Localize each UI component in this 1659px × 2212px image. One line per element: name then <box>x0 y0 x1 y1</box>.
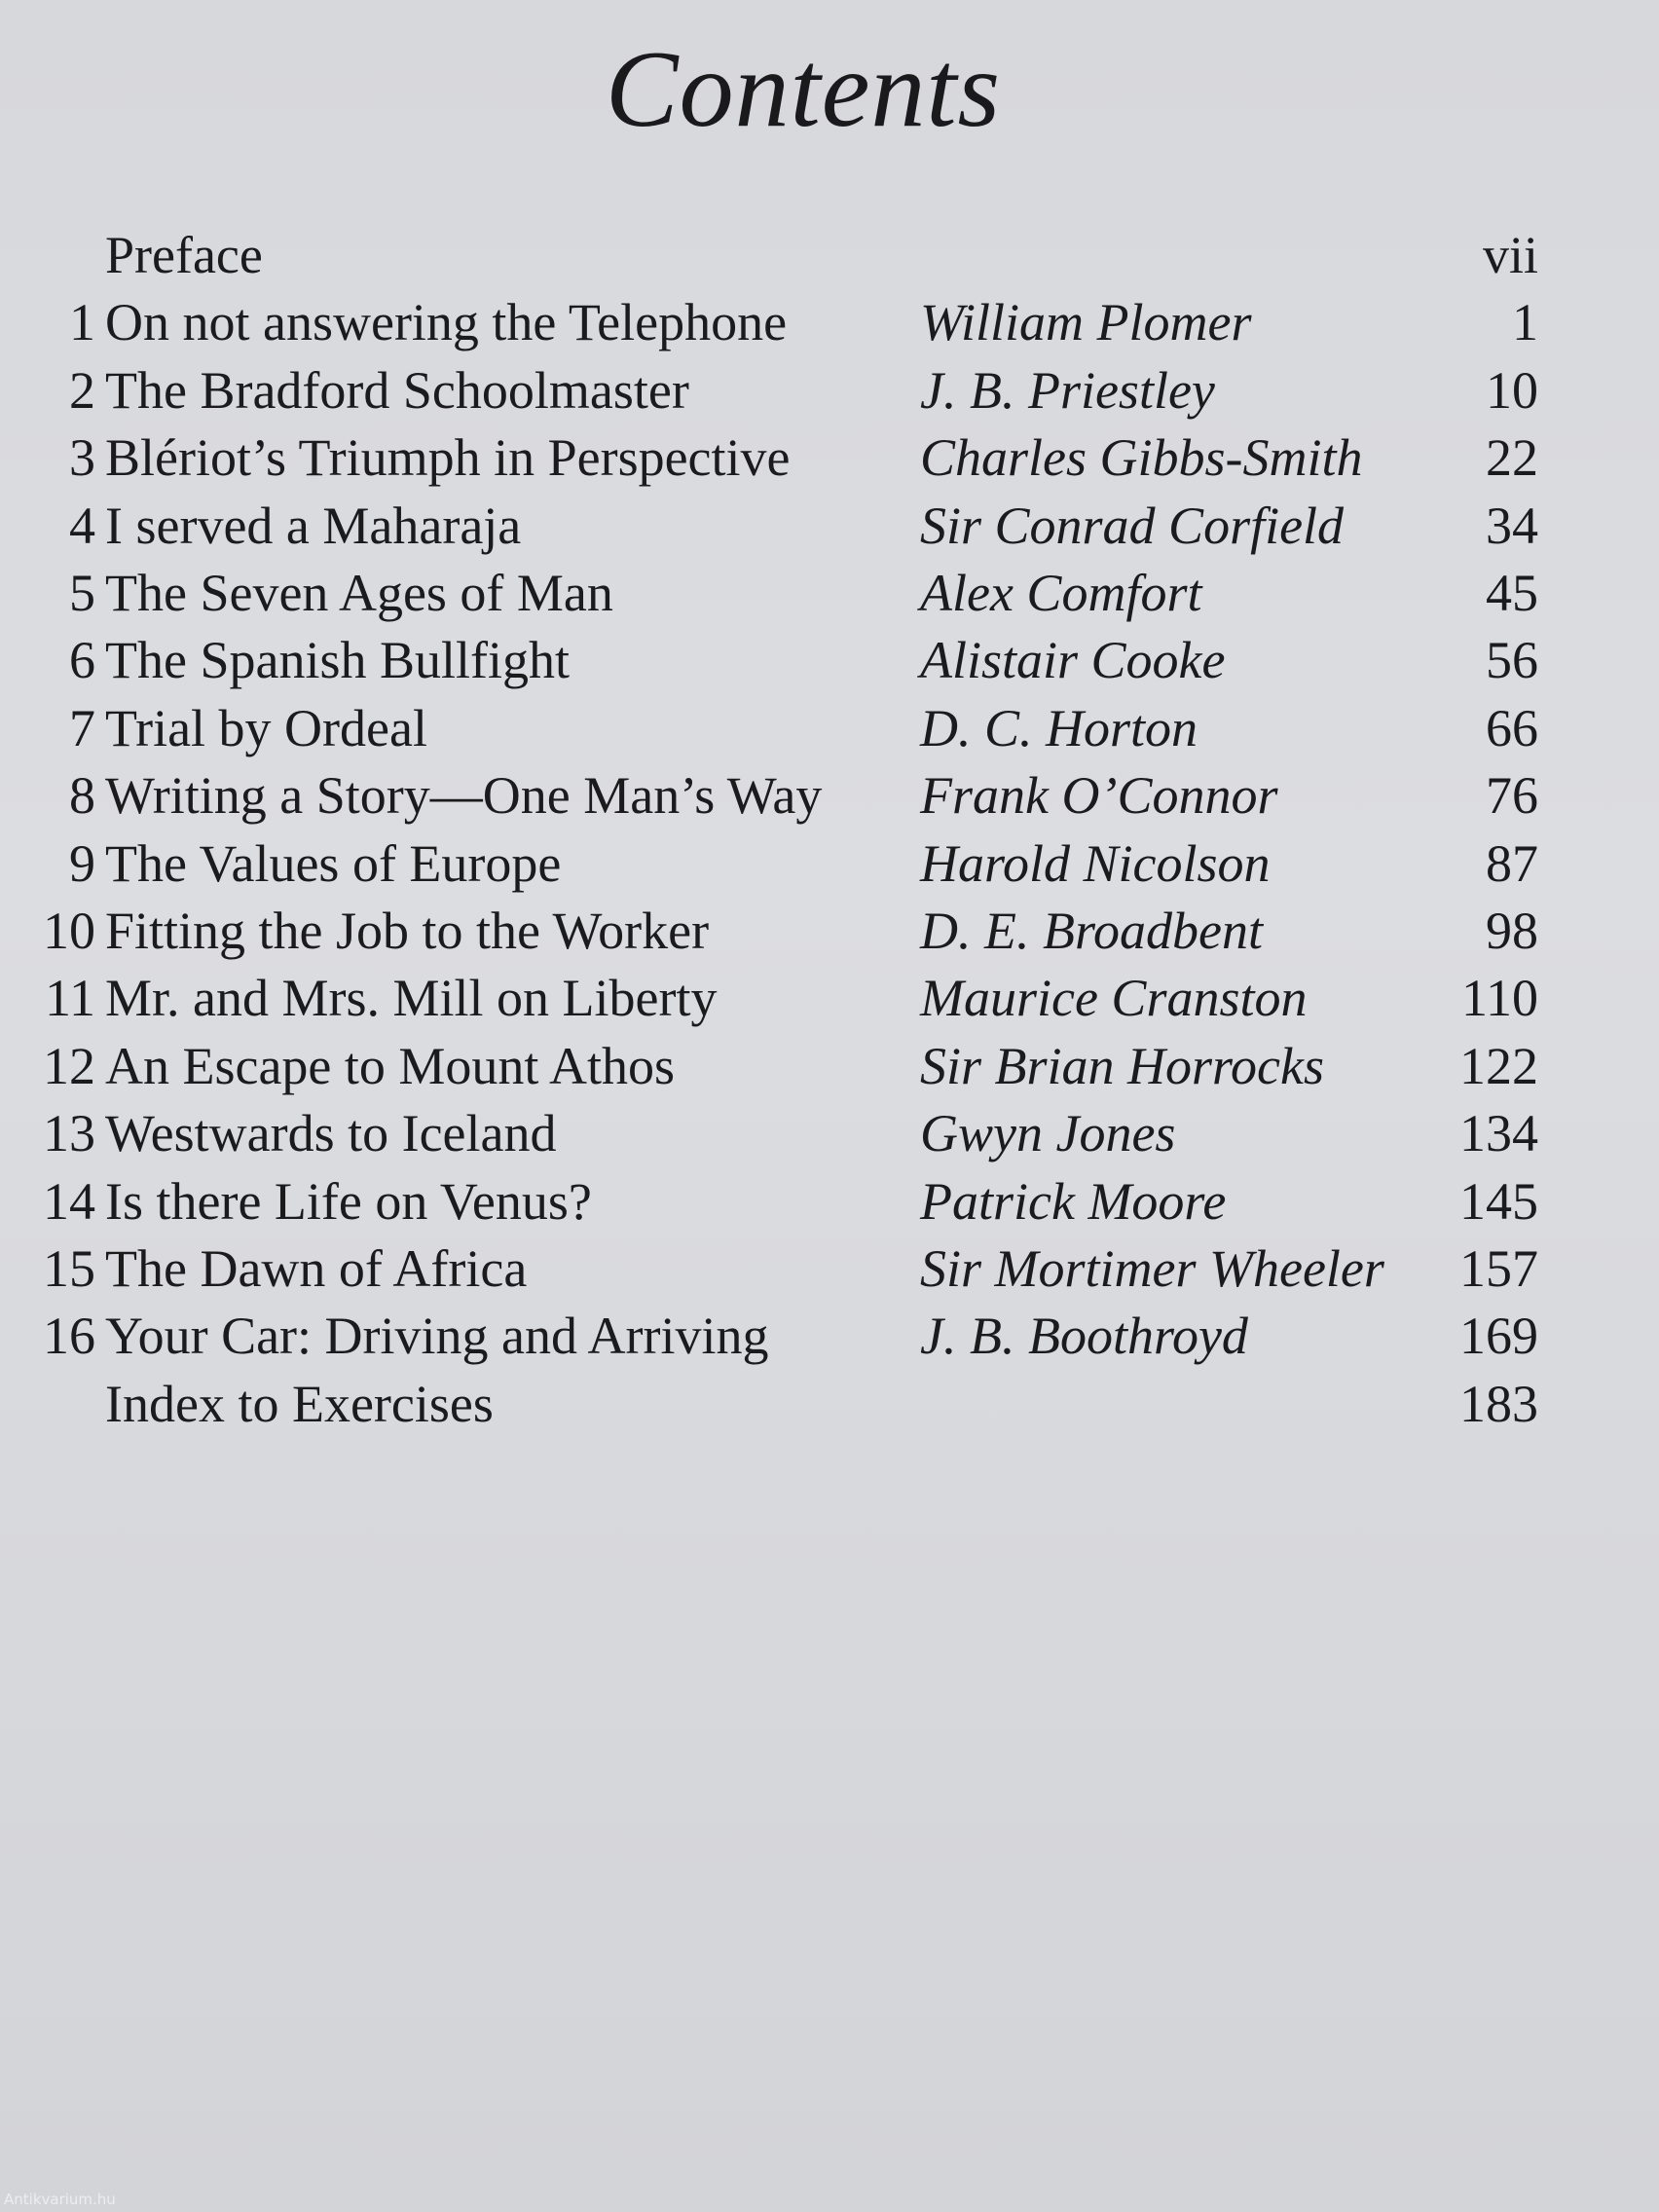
chapter-title: Westwards to Iceland <box>105 1104 557 1163</box>
toc-entry <box>0 351 1659 429</box>
chapter-title: The Dawn of Africa <box>105 1239 528 1298</box>
page-title: Contents <box>605 29 1002 150</box>
chapter-author: Alistair Cooke <box>920 631 1226 690</box>
toc-entry <box>0 1230 1659 1308</box>
toc-entry <box>0 959 1659 1037</box>
chapter-author: D. E. Broadbent <box>920 902 1263 960</box>
toc-entry <box>0 216 1659 294</box>
toc-entry <box>0 1094 1659 1172</box>
toc-entry <box>0 419 1659 497</box>
chapter-number: 3 <box>69 428 95 488</box>
chapter-number: 8 <box>69 766 95 826</box>
chapter-title: Is there Life on Venus? <box>105 1171 592 1231</box>
page-number: 169 <box>1459 1307 1538 1366</box>
toc-entry <box>0 892 1659 970</box>
chapter-number: 12 <box>43 1036 95 1095</box>
page-number: 122 <box>1459 1036 1538 1095</box>
chapter-number: 2 <box>69 360 95 420</box>
chapter-author: Patrick Moore <box>920 1171 1227 1231</box>
chapter-author: Maurice Cranston <box>920 969 1308 1028</box>
chapter-title: The Values of Europe <box>105 833 562 893</box>
chapter-title: Writing a Story—One Man’s Way <box>105 766 823 826</box>
chapter-author: Sir Brian Horrocks <box>920 1036 1324 1095</box>
toc-entry <box>0 1365 1659 1443</box>
page-number: 98 <box>1486 902 1538 960</box>
chapter-title: An Escape to Mount Athos <box>105 1036 675 1095</box>
page-number: 183 <box>1459 1374 1538 1433</box>
chapter-number: 10 <box>43 902 95 960</box>
chapter-author: Charles Gibbs-Smith <box>920 428 1363 488</box>
chapter-author: J. B. Priestley <box>920 360 1215 420</box>
chapter-number: 4 <box>69 496 95 555</box>
page-number: 110 <box>1461 969 1538 1028</box>
page-number: 56 <box>1486 631 1538 690</box>
chapter-title: Blériot’s Triumph in Perspective <box>105 428 791 488</box>
chapter-title: The Spanish Bullfight <box>105 631 570 690</box>
toc-entry <box>0 756 1659 834</box>
chapter-title: On not answering the Telephone <box>105 293 788 352</box>
chapter-number: 13 <box>43 1104 95 1163</box>
chapter-author: William Plomer <box>920 293 1252 352</box>
chapter-title: Mr. and Mrs. Mill on Liberty <box>105 969 718 1028</box>
toc-entry <box>0 554 1659 632</box>
chapter-author: Sir Conrad Corfield <box>920 496 1345 555</box>
page-number: 157 <box>1459 1239 1538 1298</box>
chapter-author: Sir Mortimer Wheeler <box>920 1239 1384 1298</box>
chapter-number: 1 <box>69 293 95 352</box>
chapter-title: The Bradford Schoolmaster <box>105 360 689 420</box>
chapter-title: Preface <box>105 226 263 284</box>
chapter-author: J. B. Boothroyd <box>920 1307 1248 1366</box>
page-number: 45 <box>1486 564 1538 622</box>
chapter-author: Alex Comfort <box>920 564 1202 622</box>
toc-entry <box>0 621 1659 699</box>
toc-entry <box>0 283 1659 361</box>
toc-entry <box>0 825 1659 903</box>
page-number: 66 <box>1486 698 1538 757</box>
chapter-number: 14 <box>43 1171 95 1231</box>
page-number: 34 <box>1486 496 1538 555</box>
page-number: 22 <box>1486 428 1538 488</box>
watermark: Antikvarium.hu <box>4 2191 116 2208</box>
page-number: 134 <box>1459 1104 1538 1163</box>
chapter-author: D. C. Horton <box>920 698 1198 757</box>
chapter-title: Fitting the Job to the Worker <box>105 902 710 960</box>
chapter-title: Your Car: Driving and Arriving <box>105 1307 769 1366</box>
toc-entry <box>0 487 1659 565</box>
chapter-title: The Seven Ages of Man <box>105 564 613 622</box>
chapter-number: 6 <box>69 631 95 690</box>
page-number: 10 <box>1486 360 1538 420</box>
toc-entry <box>0 689 1659 767</box>
chapter-title: Index to Exercises <box>105 1374 494 1433</box>
chapter-author: Harold Nicolson <box>920 833 1271 893</box>
chapter-title: Trial by Ordeal <box>105 698 427 757</box>
chapter-number: 15 <box>43 1239 95 1298</box>
chapter-number: 9 <box>69 833 95 893</box>
page-number: 76 <box>1486 766 1538 826</box>
chapter-author: Gwyn Jones <box>920 1104 1176 1163</box>
page-number: 145 <box>1459 1171 1538 1231</box>
chapter-number: 16 <box>43 1307 95 1366</box>
chapter-author: Frank O’Connor <box>920 766 1278 826</box>
page-number: vii <box>1482 226 1538 284</box>
page-number: 87 <box>1486 833 1538 893</box>
toc-entry <box>0 1297 1659 1375</box>
chapter-number: 5 <box>69 564 95 622</box>
chapter-number: 7 <box>69 698 95 757</box>
page-number: 1 <box>1512 293 1538 352</box>
toc-entry <box>0 1162 1659 1240</box>
toc-entry <box>0 1027 1659 1105</box>
chapter-title: I served a Maharaja <box>105 496 522 555</box>
chapter-number: 11 <box>45 969 95 1028</box>
